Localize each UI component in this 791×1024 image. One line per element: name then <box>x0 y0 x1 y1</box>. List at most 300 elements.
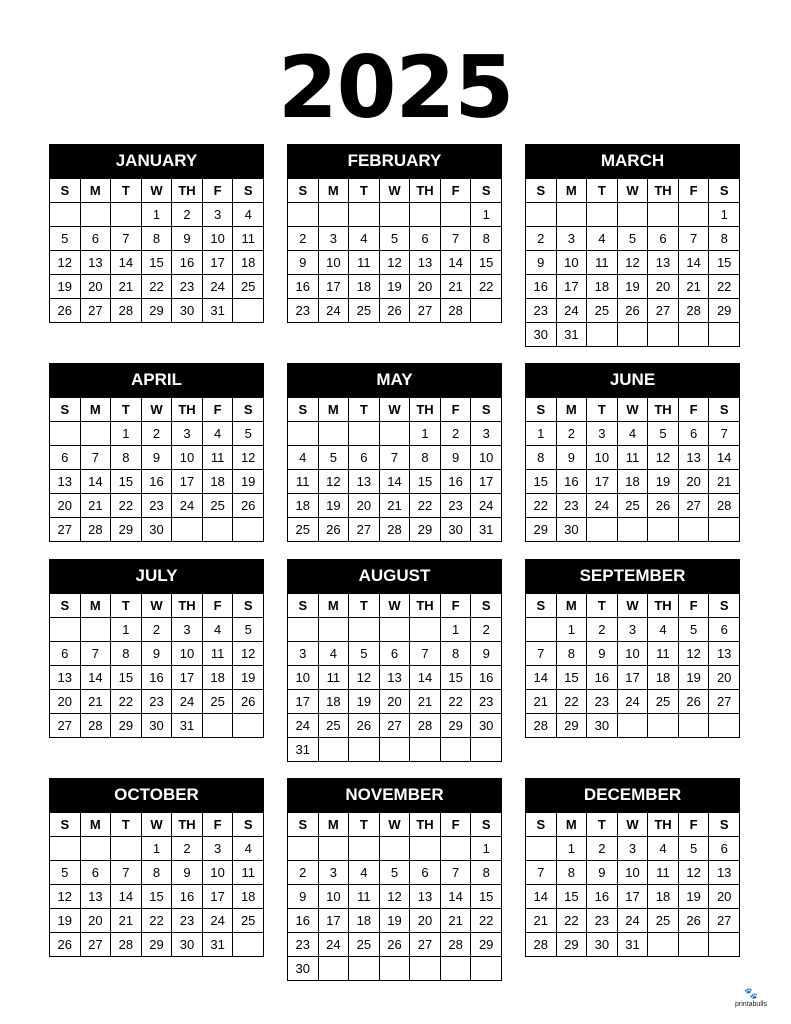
day-cell: 24 <box>556 299 587 323</box>
day-cell: 27 <box>709 690 740 714</box>
day-cell: 20 <box>648 275 679 299</box>
day-cell: 2 <box>172 837 203 861</box>
empty-cell <box>526 203 557 227</box>
week-row <box>526 299 740 323</box>
weekday-label: TH <box>410 179 441 203</box>
week-row <box>526 885 740 909</box>
weekday-label: S <box>709 398 740 422</box>
week-row <box>50 861 264 885</box>
day-cell: 26 <box>50 933 81 957</box>
day-cell: 5 <box>678 618 709 642</box>
day-cell: 4 <box>617 422 648 446</box>
day-cell: 28 <box>111 933 142 957</box>
month-header: OCTOBER <box>49 778 264 812</box>
day-cell: 28 <box>111 299 142 323</box>
weekday-label: W <box>617 398 648 422</box>
day-cell: 8 <box>526 446 557 470</box>
day-cell: 27 <box>349 518 380 542</box>
weekday-label: W <box>141 179 172 203</box>
day-cell: 13 <box>349 470 380 494</box>
day-cell: 13 <box>80 885 111 909</box>
day-cell: 18 <box>648 666 679 690</box>
day-cell: 30 <box>288 957 319 981</box>
empty-cell <box>471 299 502 323</box>
week-row <box>526 666 740 690</box>
day-cell: 22 <box>410 494 441 518</box>
empty-cell <box>379 837 410 861</box>
day-cell: 19 <box>318 494 349 518</box>
day-cell: 19 <box>678 885 709 909</box>
weekday-label: M <box>318 179 349 203</box>
month-header: MARCH <box>525 144 740 178</box>
day-cell: 1 <box>556 618 587 642</box>
day-cell: 17 <box>172 470 203 494</box>
week-row <box>526 518 740 542</box>
day-cell: 5 <box>617 227 648 251</box>
day-cell: 17 <box>471 470 502 494</box>
weekday-label: F <box>440 813 471 837</box>
day-cell: 13 <box>709 861 740 885</box>
empty-cell <box>379 203 410 227</box>
day-cell: 25 <box>648 909 679 933</box>
day-cell: 13 <box>709 642 740 666</box>
day-cell: 1 <box>526 422 557 446</box>
month-grid <box>525 812 740 957</box>
day-cell: 26 <box>678 690 709 714</box>
empty-cell <box>379 422 410 446</box>
day-cell: 24 <box>288 714 319 738</box>
month-grid <box>287 593 502 762</box>
day-cell: 1 <box>440 618 471 642</box>
week-row <box>526 933 740 957</box>
month-header: NOVEMBER <box>287 778 502 812</box>
weekday-label: S <box>709 813 740 837</box>
day-cell: 24 <box>202 909 233 933</box>
day-cell: 5 <box>379 227 410 251</box>
day-cell: 9 <box>587 642 618 666</box>
day-cell: 16 <box>288 909 319 933</box>
day-cell: 15 <box>141 251 172 275</box>
day-cell: 10 <box>318 885 349 909</box>
week-row <box>50 518 264 542</box>
day-cell: 21 <box>80 494 111 518</box>
day-cell: 13 <box>50 470 81 494</box>
day-cell: 3 <box>587 422 618 446</box>
weekday-label: S <box>233 594 264 618</box>
week-row <box>50 203 264 227</box>
empty-cell <box>379 957 410 981</box>
month-august <box>287 559 502 762</box>
day-cell: 9 <box>141 642 172 666</box>
month-july <box>49 559 264 738</box>
day-cell: 24 <box>202 275 233 299</box>
week-row <box>526 323 740 347</box>
week-row <box>288 203 502 227</box>
weekday-label: S <box>288 594 319 618</box>
day-cell: 6 <box>50 642 81 666</box>
week-row <box>50 714 264 738</box>
day-cell: 21 <box>526 909 557 933</box>
day-cell: 24 <box>172 494 203 518</box>
day-cell: 10 <box>617 642 648 666</box>
day-cell: 1 <box>111 422 142 446</box>
day-cell: 18 <box>617 470 648 494</box>
week-row <box>288 618 502 642</box>
day-cell: 6 <box>50 446 81 470</box>
day-cell: 16 <box>526 275 557 299</box>
day-cell: 17 <box>202 885 233 909</box>
weekday-label: S <box>471 594 502 618</box>
weekday-label: S <box>471 398 502 422</box>
empty-cell <box>709 714 740 738</box>
day-cell: 11 <box>648 642 679 666</box>
day-cell: 11 <box>233 227 264 251</box>
day-cell: 22 <box>556 690 587 714</box>
day-cell: 27 <box>648 299 679 323</box>
day-cell: 17 <box>617 666 648 690</box>
empty-cell <box>50 203 81 227</box>
day-cell: 19 <box>648 470 679 494</box>
weekday-label: S <box>50 398 81 422</box>
brand-logo <box>731 988 771 1009</box>
day-cell: 1 <box>471 203 502 227</box>
day-cell: 15 <box>410 470 441 494</box>
weekday-label: M <box>80 179 111 203</box>
week-row <box>288 933 502 957</box>
weekday-label: M <box>318 813 349 837</box>
day-cell: 26 <box>678 909 709 933</box>
week-row <box>288 957 502 981</box>
empty-cell <box>587 323 618 347</box>
weekday-label: T <box>111 398 142 422</box>
day-cell: 20 <box>709 666 740 690</box>
day-cell: 13 <box>50 666 81 690</box>
day-cell: 16 <box>471 666 502 690</box>
day-cell: 30 <box>141 518 172 542</box>
empty-cell <box>50 837 81 861</box>
weekday-label: T <box>587 398 618 422</box>
weekday-label: F <box>202 813 233 837</box>
day-cell: 12 <box>678 642 709 666</box>
day-cell: 23 <box>172 909 203 933</box>
day-cell: 20 <box>80 909 111 933</box>
day-cell: 28 <box>379 518 410 542</box>
day-cell: 25 <box>288 518 319 542</box>
month-header: DECEMBER <box>525 778 740 812</box>
month-january <box>49 144 264 323</box>
weekday-label: M <box>556 594 587 618</box>
weekday-label: TH <box>172 813 203 837</box>
weekday-label: F <box>202 179 233 203</box>
week-row <box>288 666 502 690</box>
weekday-label: TH <box>172 398 203 422</box>
weekday-label: F <box>440 594 471 618</box>
month-header: JULY <box>49 559 264 593</box>
day-cell: 10 <box>288 666 319 690</box>
day-cell: 18 <box>587 275 618 299</box>
day-cell: 25 <box>318 714 349 738</box>
day-cell: 18 <box>318 690 349 714</box>
day-cell: 12 <box>233 446 264 470</box>
day-cell: 23 <box>587 690 618 714</box>
week-row <box>50 618 264 642</box>
empty-cell <box>648 323 679 347</box>
weekday-label: W <box>141 398 172 422</box>
day-cell: 29 <box>556 714 587 738</box>
day-cell: 3 <box>617 618 648 642</box>
day-cell: 26 <box>617 299 648 323</box>
day-cell: 12 <box>50 251 81 275</box>
empty-cell <box>678 714 709 738</box>
week-row <box>526 275 740 299</box>
week-row <box>288 885 502 909</box>
day-cell: 28 <box>526 933 557 957</box>
day-cell: 26 <box>233 690 264 714</box>
day-cell: 4 <box>202 422 233 446</box>
day-cell: 30 <box>587 714 618 738</box>
day-cell: 22 <box>141 275 172 299</box>
day-cell: 9 <box>172 861 203 885</box>
day-cell: 22 <box>526 494 557 518</box>
empty-cell <box>617 323 648 347</box>
empty-cell <box>50 618 81 642</box>
day-cell: 17 <box>288 690 319 714</box>
month-header: APRIL <box>49 363 264 397</box>
day-cell: 6 <box>80 861 111 885</box>
day-cell: 7 <box>440 861 471 885</box>
day-cell: 16 <box>172 885 203 909</box>
day-cell: 30 <box>471 714 502 738</box>
day-cell: 7 <box>709 422 740 446</box>
week-row <box>526 446 740 470</box>
paw-prints-icon: 🐾 <box>744 988 758 1000</box>
empty-cell <box>288 203 319 227</box>
empty-cell <box>471 957 502 981</box>
day-cell: 13 <box>678 446 709 470</box>
day-cell: 20 <box>50 494 81 518</box>
empty-cell <box>288 618 319 642</box>
weekday-label: F <box>678 179 709 203</box>
day-cell: 9 <box>172 227 203 251</box>
week-row <box>50 933 264 957</box>
day-cell: 26 <box>50 299 81 323</box>
weekday-label: S <box>709 179 740 203</box>
empty-cell <box>678 518 709 542</box>
month-grid <box>525 178 740 347</box>
day-cell: 30 <box>440 518 471 542</box>
day-cell: 18 <box>233 885 264 909</box>
weekday-label: TH <box>648 398 679 422</box>
day-cell: 17 <box>318 909 349 933</box>
empty-cell <box>471 738 502 762</box>
day-cell: 21 <box>440 275 471 299</box>
empty-cell <box>678 323 709 347</box>
day-cell: 4 <box>648 837 679 861</box>
day-cell: 5 <box>349 642 380 666</box>
month-december <box>525 778 740 957</box>
day-cell: 14 <box>440 885 471 909</box>
day-cell: 11 <box>202 642 233 666</box>
day-cell: 10 <box>202 227 233 251</box>
weekday-label: S <box>50 813 81 837</box>
weekday-label: M <box>556 398 587 422</box>
day-cell: 12 <box>379 885 410 909</box>
day-cell: 1 <box>709 203 740 227</box>
month-header: JUNE <box>525 363 740 397</box>
weekday-label: W <box>379 179 410 203</box>
day-cell: 31 <box>617 933 648 957</box>
day-cell: 18 <box>648 885 679 909</box>
day-cell: 1 <box>556 837 587 861</box>
weekday-label: M <box>318 594 349 618</box>
day-cell: 1 <box>141 203 172 227</box>
weekday-label: S <box>233 813 264 837</box>
day-cell: 21 <box>526 690 557 714</box>
weekday-label: TH <box>410 594 441 618</box>
empty-cell <box>379 618 410 642</box>
day-cell: 9 <box>288 251 319 275</box>
day-cell: 10 <box>172 642 203 666</box>
weekday-label: TH <box>648 594 679 618</box>
empty-cell <box>318 618 349 642</box>
month-april <box>49 363 264 542</box>
day-cell: 25 <box>349 933 380 957</box>
weekday-label: S <box>233 179 264 203</box>
day-cell: 22 <box>709 275 740 299</box>
day-cell: 29 <box>111 518 142 542</box>
day-cell: 14 <box>111 885 142 909</box>
day-cell: 26 <box>379 933 410 957</box>
empty-cell <box>410 957 441 981</box>
day-cell: 19 <box>379 909 410 933</box>
week-row <box>288 861 502 885</box>
month-november <box>287 778 502 981</box>
month-grid <box>287 178 502 323</box>
day-cell: 14 <box>410 666 441 690</box>
day-cell: 28 <box>410 714 441 738</box>
day-cell: 11 <box>288 470 319 494</box>
day-cell: 7 <box>111 861 142 885</box>
week-row <box>50 446 264 470</box>
day-cell: 22 <box>141 909 172 933</box>
day-cell: 9 <box>471 642 502 666</box>
empty-cell <box>233 518 264 542</box>
empty-cell <box>587 518 618 542</box>
day-cell: 17 <box>556 275 587 299</box>
empty-cell <box>617 518 648 542</box>
empty-cell <box>440 203 471 227</box>
empty-cell <box>678 203 709 227</box>
day-cell: 17 <box>318 275 349 299</box>
day-cell: 6 <box>678 422 709 446</box>
empty-cell <box>172 518 203 542</box>
week-row <box>50 299 264 323</box>
day-cell: 15 <box>440 666 471 690</box>
day-cell: 19 <box>50 275 81 299</box>
day-cell: 5 <box>233 422 264 446</box>
day-cell: 19 <box>233 470 264 494</box>
day-cell: 31 <box>202 299 233 323</box>
weekday-label: T <box>587 179 618 203</box>
weekday-label: S <box>288 398 319 422</box>
weekday-label: TH <box>410 398 441 422</box>
day-cell: 7 <box>80 642 111 666</box>
brand-name: printabulls <box>735 1001 767 1008</box>
day-cell: 13 <box>410 251 441 275</box>
empty-cell <box>202 518 233 542</box>
day-cell: 22 <box>471 909 502 933</box>
day-cell: 28 <box>678 299 709 323</box>
day-cell: 21 <box>410 690 441 714</box>
empty-cell <box>709 518 740 542</box>
week-row <box>288 837 502 861</box>
day-cell: 17 <box>172 666 203 690</box>
day-cell: 4 <box>233 837 264 861</box>
day-cell: 14 <box>526 666 557 690</box>
day-cell: 7 <box>526 861 557 885</box>
weekday-row <box>50 179 264 203</box>
weekday-row <box>50 398 264 422</box>
day-cell: 16 <box>172 251 203 275</box>
empty-cell <box>50 422 81 446</box>
day-cell: 20 <box>50 690 81 714</box>
day-cell: 5 <box>379 861 410 885</box>
day-cell: 27 <box>410 299 441 323</box>
day-cell: 27 <box>50 714 81 738</box>
week-row <box>288 738 502 762</box>
weekday-label: S <box>526 813 557 837</box>
day-cell: 2 <box>288 227 319 251</box>
day-cell: 11 <box>349 251 380 275</box>
month-header: FEBRUARY <box>287 144 502 178</box>
week-row <box>50 275 264 299</box>
day-cell: 17 <box>587 470 618 494</box>
weekday-label: F <box>678 594 709 618</box>
empty-cell <box>288 422 319 446</box>
day-cell: 4 <box>349 227 380 251</box>
day-cell: 2 <box>556 422 587 446</box>
day-cell: 7 <box>410 642 441 666</box>
day-cell: 16 <box>556 470 587 494</box>
day-cell: 3 <box>471 422 502 446</box>
day-cell: 14 <box>678 251 709 275</box>
day-cell: 15 <box>709 251 740 275</box>
weekday-label: S <box>288 813 319 837</box>
weekday-label: M <box>80 813 111 837</box>
day-cell: 11 <box>349 885 380 909</box>
day-cell: 1 <box>410 422 441 446</box>
day-cell: 5 <box>318 446 349 470</box>
day-cell: 15 <box>471 885 502 909</box>
month-grid <box>287 397 502 542</box>
weekday-label: W <box>617 594 648 618</box>
week-row <box>50 422 264 446</box>
day-cell: 23 <box>526 299 557 323</box>
day-cell: 30 <box>172 299 203 323</box>
weekday-label: S <box>233 398 264 422</box>
weekday-label: F <box>678 813 709 837</box>
week-row <box>526 618 740 642</box>
empty-cell <box>349 738 380 762</box>
day-cell: 24 <box>172 690 203 714</box>
day-cell: 20 <box>80 275 111 299</box>
day-cell: 25 <box>233 275 264 299</box>
day-cell: 15 <box>141 885 172 909</box>
weekday-label: F <box>440 179 471 203</box>
week-row <box>526 642 740 666</box>
weekday-label: T <box>111 813 142 837</box>
empty-cell <box>318 957 349 981</box>
